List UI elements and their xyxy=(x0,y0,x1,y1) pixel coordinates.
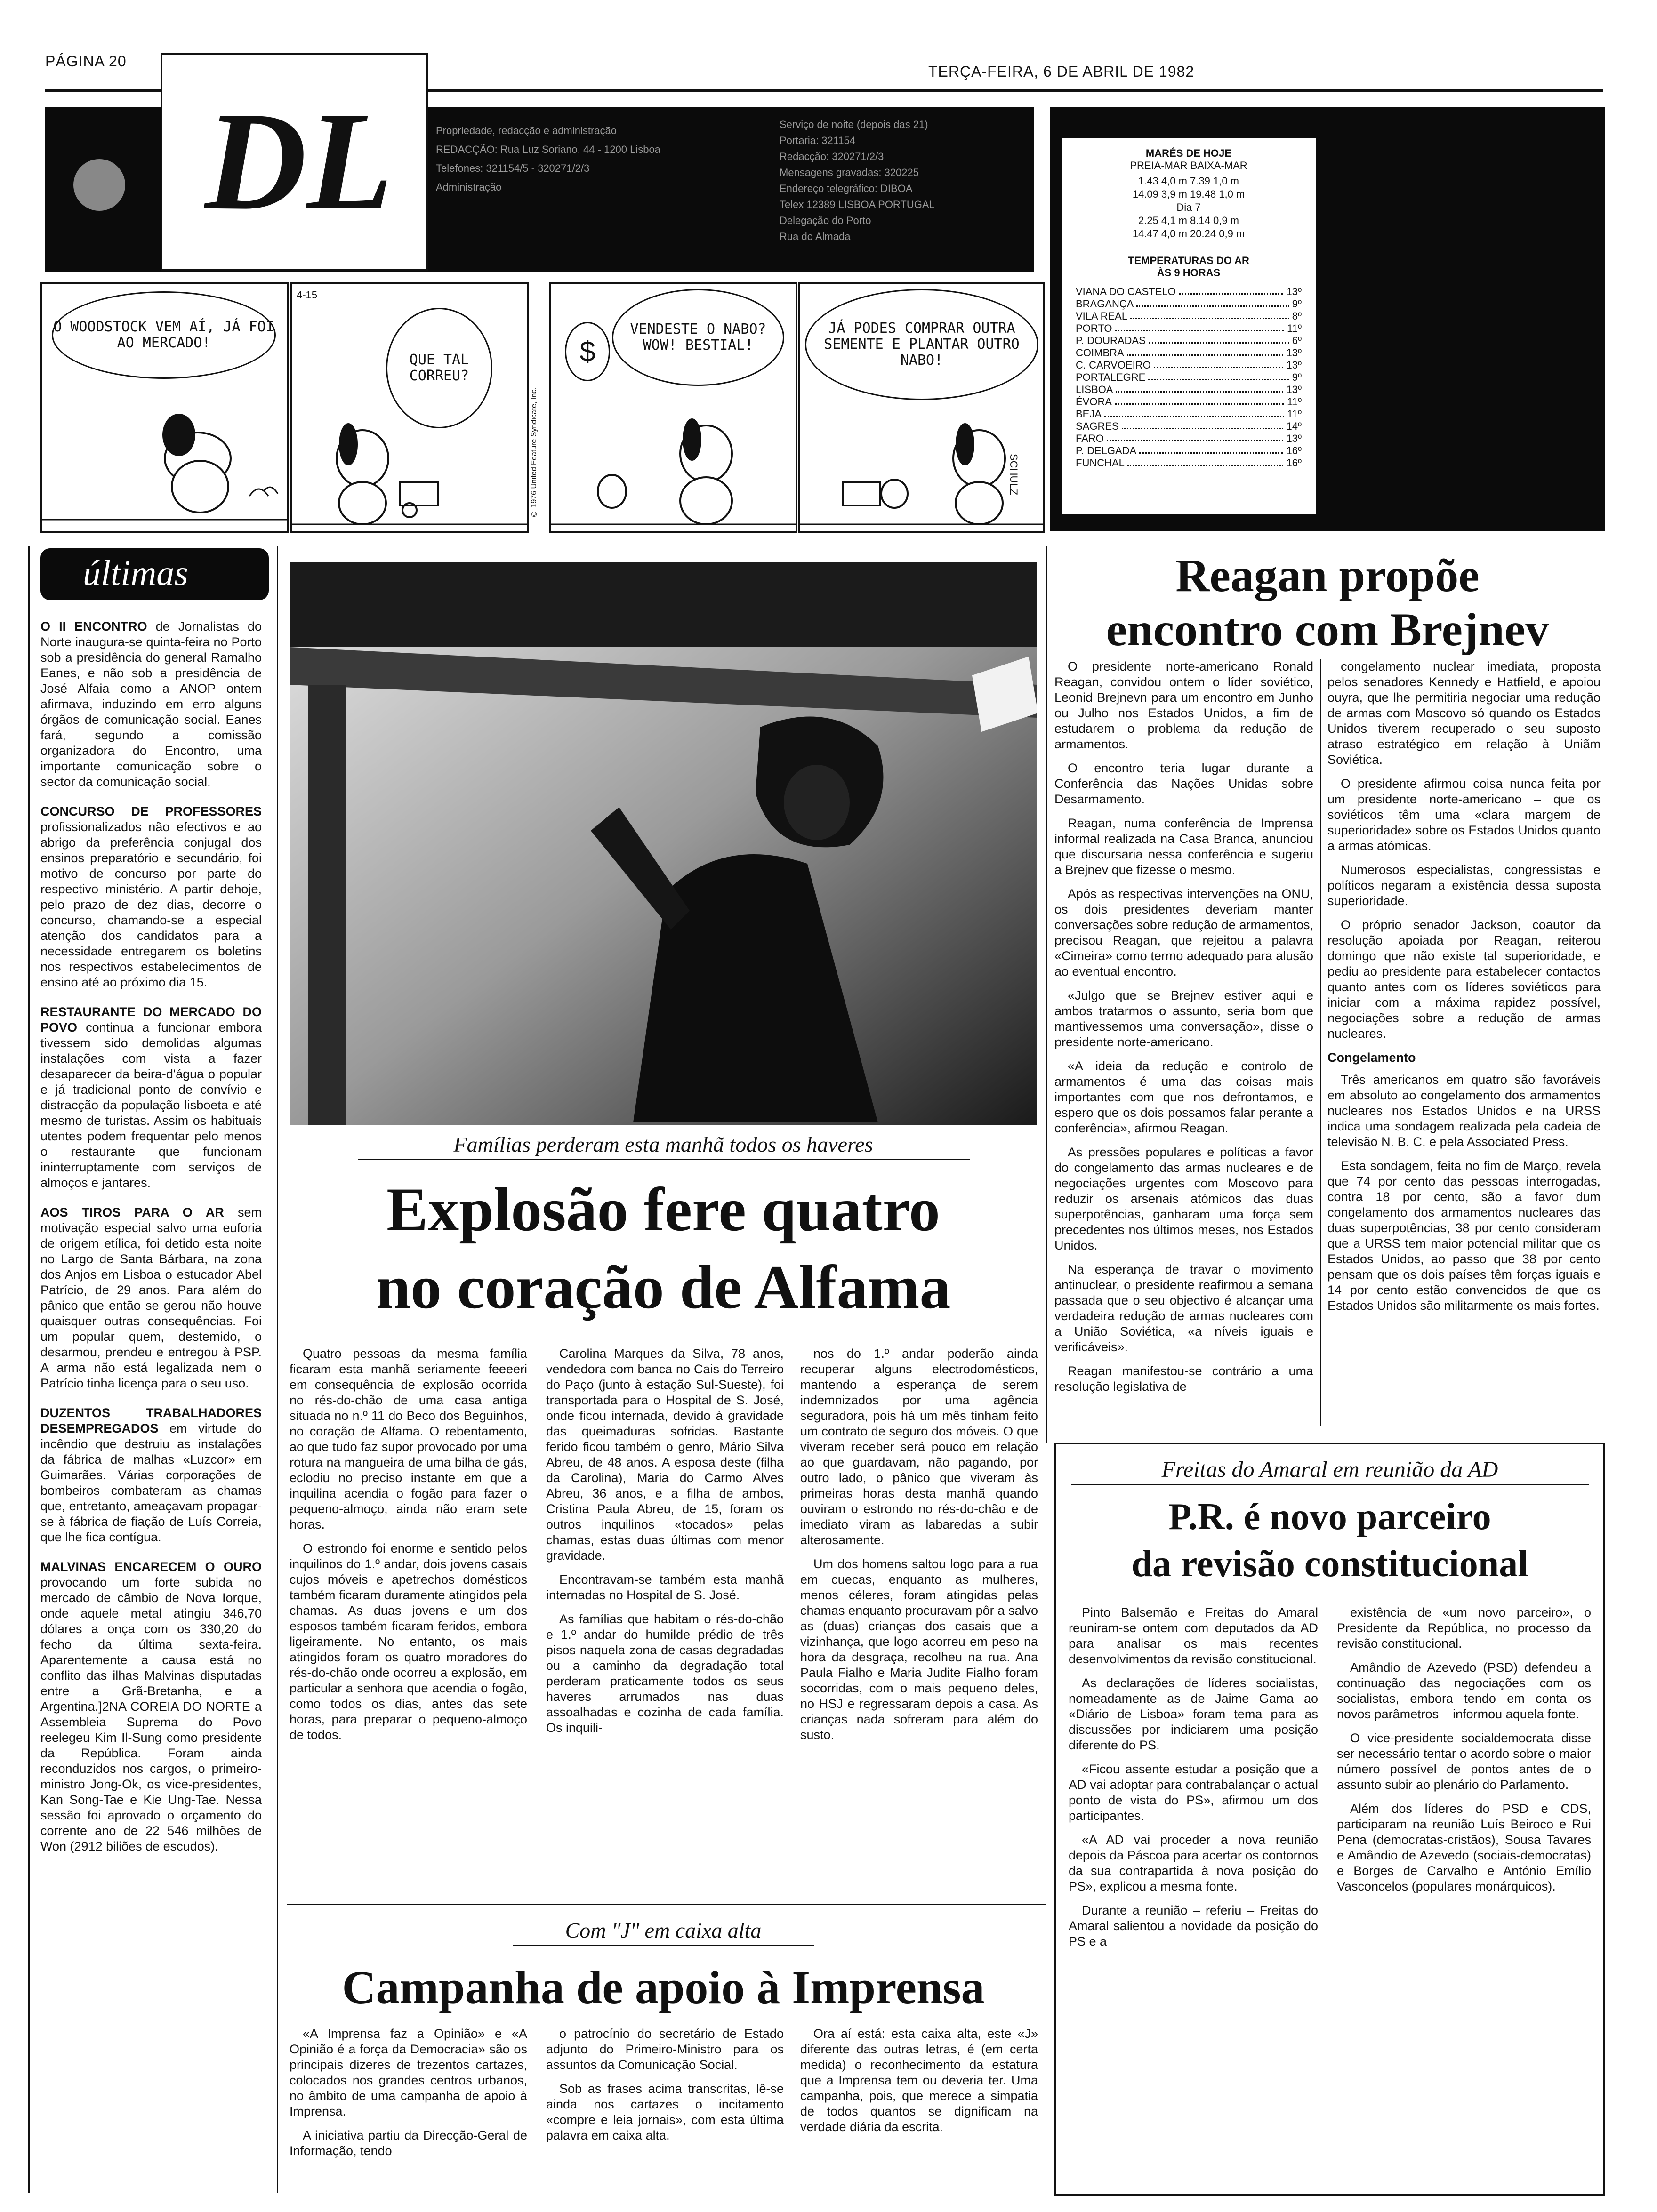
kicker-underline xyxy=(358,1159,970,1160)
article-paragraph: Encontravam-se também esta manhã internadas no Hospital de S. José. xyxy=(546,1572,784,1602)
article-paragraph: Durante a reunião – referiu – Freitas do Amaral salientou a novidade da posição do PS e a xyxy=(1069,1903,1318,1948)
weather-box xyxy=(1050,107,1605,531)
snoopy-icon xyxy=(551,402,796,529)
article-paragraph: Um dos homens saltou logo para a rua em cuecas, enquanto as mulheres, menos céleres, foram atingidas pelas chamas enquanto procuravam pôr a salvo as (duas) crianças dos casais que a vizinhança, que logo acorreu em peso na hora da desgraça, recolheu na rua. Ana Paula Fialho e Maria Judite Fialho foram socorridas, com o mais pequeno deles, no HSJ e regressaram depois a casa. As crianças nada sofreram para além do susto. xyxy=(800,1557,1038,1742)
comic-strip xyxy=(40,282,1041,537)
reagan-headline-1: Reagan propõe xyxy=(1175,549,1480,601)
freitas-headline-1: P.R. é novo parceiro xyxy=(1168,1496,1491,1538)
dot-leader xyxy=(1127,457,1284,466)
article-paragraph: As famílias que habitam o rés-do-chão e 1.º andar do humilde prédio de três pisos naquela zona de casas degradadas ou a caminho da degradação total perderam praticamente todos os seus haveres arrumados nas duas assoalhadas e cozinha de cada família. Os inquili- xyxy=(546,1612,784,1735)
dot-leader xyxy=(1149,335,1289,344)
tide-row: 2.25 4,1 m 8.14 0,9 m xyxy=(1138,215,1239,226)
dot-leader xyxy=(1115,396,1284,405)
ultimas-item-lead: DUZENTOS TRABALHADORES DESEMPREGADOS xyxy=(40,1406,262,1435)
explosion-col-1 xyxy=(290,1346,527,1751)
imprensa-col-2 xyxy=(546,2026,784,2152)
article-paragraph: Sob as frases acima transcritas, lê-se ainda nos cartazes o incitamento «compre e leia jornais», com esta última palavra em caixa alta. xyxy=(546,2082,784,2142)
ultimas-item-text: sem motivação especial salvo uma euforia de origem etílica, foi detido esta noite no Largo de Santa Bárbara, na zona dos Anjos em Lisboa o estucador Abel Patrício, de 29 anos. Para além do pânico que então se gerou não houve quaisquer outras consequências. Foi um popular quem, destemido, o desarmou, prendeu e entregou à PSP. A arma não está legalizada nem o Patrício tinha licença para o seu uso. xyxy=(40,1205,262,1390)
article-paragraph: O vice-presidente socialdemocrata disse ser necessário tentar o acordo sobre o maior número possível de pontos antes de o assunto subir ao plenário do Parlamento. xyxy=(1337,1731,1591,1792)
section-rule xyxy=(287,1904,1046,1905)
ultimas-banner xyxy=(40,548,269,600)
temp-row xyxy=(1076,396,1302,408)
reagan-subhead: Congelamento xyxy=(1327,1050,1416,1065)
temp-value: 11º xyxy=(1287,322,1302,334)
speech-bubble: JÁ PODES COMPRAR OUTRA SEMENTE E PLANTAR OUTRO NABO! xyxy=(805,289,1038,400)
temp-row xyxy=(1076,420,1302,433)
article-paragraph: Três americanos em quatro são favoráveis em absoluto ao congelamento dos armamentos nucleares nos Estados Unidos e na URSS indica uma sondagem realizada pela cadeia de televisão N. B. C. e pela Associated Press. xyxy=(1327,1073,1601,1149)
article-paragraph: As pressões populares e políticas a favor do congelamento das armas nucleares e de negociações urgentes com Moscovo para reduzir os arsenais atómicos das duas superpotências, ganharam uma força sem precedentes nos últimos meses, nos Estados Unidos. xyxy=(1054,1145,1313,1252)
ultimas-item-lead: RESTAURANTE DO MERCADO DO POVO xyxy=(40,1005,262,1034)
weather-panel xyxy=(1062,138,1316,514)
freitas-headline-2: da revisão constitucional xyxy=(1131,1543,1528,1585)
temp-city: P. DELGADA xyxy=(1076,445,1137,457)
dot-leader xyxy=(1104,408,1284,417)
explosion-kicker: Famílias perderam esta manhã todos os haveres xyxy=(453,1132,873,1156)
left-column-rule xyxy=(28,546,30,2193)
dot-leader xyxy=(1154,359,1284,368)
article-paragraph: «A AD vai proceder a nova reunião depois da Páscoa para acertar os contornos da sua contrapartida à nova posição do PS», explicou a mesma fonte. xyxy=(1069,1833,1318,1893)
masthead-line: REDACÇÃO: Rua Luz Soriano, 44 - 1200 Lisboa xyxy=(436,144,660,155)
imprensa-headline: Campanha de apoio à Imprensa xyxy=(342,1961,985,2013)
temp-row xyxy=(1076,445,1302,457)
explosion-col-2 xyxy=(546,1346,784,1744)
temp-city: SAGRES xyxy=(1076,420,1119,432)
temp-value: 6º xyxy=(1292,335,1302,346)
tides-title: MARÉS DE HOJE xyxy=(1145,147,1232,159)
speech-bubble: O WOODSTOCK VEM AÍ, JÁ FOI AO MERCADO! xyxy=(52,291,276,379)
temp-value: 14º xyxy=(1286,420,1302,432)
temp-city: BEJA xyxy=(1076,408,1102,420)
explosion-col-3 xyxy=(800,1346,1038,1751)
temp-city: FUNCHAL xyxy=(1076,457,1125,469)
dot-leader xyxy=(1139,445,1283,454)
ultimas-item xyxy=(40,619,262,790)
imprensa-kicker: Com "J" em caixa alta xyxy=(565,1918,762,1942)
temp-row xyxy=(1076,322,1302,335)
article-paragraph: congelamento nuclear imediata, proposta pelos senadores Kennedy e Hatfield, e apoiou ouyra, que lhe permitiria negociar uma redução de armas com Moscovo só quando os Estados Unidos tiverem recuperado o seu suposto atraso estratégico em relação à Uniãm Soviética. xyxy=(1327,659,1601,767)
temp-city: VILA REAL xyxy=(1076,310,1128,322)
temp-row xyxy=(1076,347,1302,359)
masthead-line: Propriedade, redacção e administração xyxy=(436,125,617,136)
temp-value: 11º xyxy=(1287,408,1302,420)
masthead-line: Administração xyxy=(436,181,502,193)
speech-bubble: VENDESTE O NABO? WOW! BESTIAL! xyxy=(612,289,784,386)
article-paragraph: O presidente afirmou coisa nunca feita por um presidente norte-americano – que os soviéticos têm uma «clara margem de superioridade» sobre os Estados Unidos quanto a armas atómicas. xyxy=(1327,777,1601,853)
snoopy-icon xyxy=(42,378,287,529)
temp-row xyxy=(1076,384,1302,396)
temp-city: BRAGANÇA xyxy=(1076,298,1134,310)
temp-row xyxy=(1076,298,1302,310)
ultimas-item-lead: MALVINAS ENCARECEM O OURO xyxy=(40,1560,262,1574)
ultimas-list xyxy=(40,619,262,1868)
dollar-thought-icon: $ xyxy=(565,322,610,381)
masthead-line: Portaria: 321154 xyxy=(780,135,856,146)
dot-leader xyxy=(1122,420,1284,429)
reagan-headline-2: encontro com Brejnev xyxy=(1106,603,1549,656)
article-paragraph: Após as respectivas intervenções na ONU, os dois presidentes deveriam manter conversações sobre redução de armamentos, precisou Reagan, que rejeitou a palavra «Cimeira» como termo adequado para alusão ao eventual encontro. xyxy=(1054,887,1313,978)
temp-row xyxy=(1076,310,1302,322)
explosion-headline-1: Explosão fere quatro xyxy=(386,1175,940,1244)
dot-leader xyxy=(1136,298,1289,307)
dot-leader xyxy=(1116,384,1283,393)
reagan-col-1 xyxy=(1054,659,1313,1403)
explosion-headline-2: no coração de Alfama xyxy=(376,1252,951,1322)
temp-value: 13º xyxy=(1286,286,1302,297)
article-paragraph: «Julgo que se Brejnev estiver aqui e ambos tratarmos o assunto, seria bom que mantivessemos uma conversação», disse o presidente norte-americano. xyxy=(1054,988,1313,1049)
comic-signature: SCHULZ xyxy=(1008,454,1020,496)
tide-row: Dia 7 xyxy=(1176,201,1201,213)
temps-table xyxy=(1076,286,1302,469)
masthead-box xyxy=(45,83,1034,272)
ultimas-title: últimas xyxy=(83,553,188,593)
temp-city: C. CARVOEIRO xyxy=(1076,359,1151,371)
firefighter-photo xyxy=(290,562,1037,1125)
temp-row xyxy=(1076,371,1302,384)
article-paragraph: O presidente norte-americano Ronald Reagan, convidou ontem o líder soviético, Leonid Brejnevn para um encontro em Junho ou Julho nos Estados Unidos, a fim de estudarem o problema da redução de armamentos. xyxy=(1054,659,1313,751)
dot-leader xyxy=(1107,433,1284,441)
temp-value: 13º xyxy=(1286,384,1302,395)
article-paragraph: «A ideia da redução e controlo de armamentos é uma das coisas mais importantes com que nos defrontamos, e espero que os dois possamos falar perante a conferência», afirmou Reagan. xyxy=(1054,1059,1313,1135)
temp-city: LISBOA xyxy=(1076,384,1113,395)
masthead-line: Serviço de noite (depois das 21) xyxy=(780,119,928,130)
ultimas-item-lead: CONCURSO DE PROFESSORES xyxy=(40,804,262,818)
snoopy-icon xyxy=(800,402,1043,529)
article-paragraph: Na esperança de travar o movimento antinuclear, o presidente reafirmou a semana passada que o seu objectivo é alcançar uma verdadeira redução de armas nucleares com a União Soviética, «a níveis iguais e verificáveis». xyxy=(1054,1262,1313,1354)
kicker-underline xyxy=(1071,1484,1589,1485)
page-number: PÁGINA 20 xyxy=(45,53,127,70)
temp-value: 16º xyxy=(1286,457,1302,469)
article-paragraph: A iniciativa partiu da Direcção-Geral de Informação, tendo xyxy=(290,2128,527,2158)
article-paragraph: O encontro teria lugar durante a Conferência das Nações Unidas sobre Desarmamento. xyxy=(1054,761,1313,806)
logo-box xyxy=(161,53,428,271)
article-paragraph: Pinto Balsemão e Freitas do Amaral reuniram-se ontem com deputados da AD para analisar os mais recentes desenvolvimentos da revisão constitucional. xyxy=(1069,1605,1318,1666)
temp-value: 11º xyxy=(1287,396,1302,408)
temp-value: 9º xyxy=(1292,298,1302,310)
dl-logo: DL xyxy=(205,83,393,239)
temp-row xyxy=(1076,286,1302,298)
masthead-line: Delegação do Porto xyxy=(780,215,871,226)
temp-row xyxy=(1076,457,1302,469)
article-paragraph: nos do 1.º andar poderão ainda recuperar alguns electrodomésticos, mantendo a esperança de serem indemnizados por uma agência seguradora, pois há um mês tinham feito um contrato de seguro dos móveis. O que viveram receber será pouco em relação ao que guardavam, não pagando, por outro lado, o pânico que viveram às primeiras horas desta manhã quando ouviram o estrondo no rés-do-chão e de imediato viram as labaredas a subir alterosamente. xyxy=(800,1346,1038,1547)
masthead-line: Mensagens gravadas: 320225 xyxy=(780,167,919,178)
ultimas-item-text: continua a funcionar embora tivessem sido demolidas algumas instalações com vista a fazer desaparecer da beira-d'água o popular e já tradicional ponto de convívio e distracção da população lisboeta e até mesmo de turistas. Assim os habituais utentes podem frequentar pelo menos o restaurante que funcionam ininterruptamente com serviços de almoços e jantares. xyxy=(40,1020,262,1190)
dot-leader xyxy=(1130,310,1289,319)
temp-city: VIANA DO CASTELO xyxy=(1076,286,1176,297)
tides-sub: PREIA-MAR BAIXA-MAR xyxy=(1130,160,1247,171)
temp-city: COIMBRA xyxy=(1076,347,1124,359)
article-paragraph: Carolina Marques da Silva, 78 anos, vendedora com banca no Cais do Terreiro do Paço (junto à estação Sul-Sueste), foi transportada para o Hospital de S. José, onde ficou internada, devido à gravidade das queimaduras sofridas. Bastante ferido ficou também o genro, Mário Silva Abreu, de 48 anos. A esposa deste (filha da Carolina), Maria do Carmo Alves Abreu, 36 anos, e a filha de ambos, Cristina Paula Abreu, de 15, foram os outros inquilinos «tocados» pelas chamas, estas duas últimas com menor gravidade. xyxy=(546,1346,784,1563)
temp-city: FARO xyxy=(1076,433,1104,444)
temp-row xyxy=(1076,335,1302,347)
masthead-line: Endereço telegráfico: DIBOA xyxy=(780,183,913,194)
temp-row xyxy=(1076,433,1302,445)
temps-sub: ÀS 9 HORAS xyxy=(1157,267,1221,279)
masthead-line: Redacção: 320271/2/3 xyxy=(780,151,884,162)
ultimas-item-text: profissionalizados não efectivos e ao abrigo da preferência conjugal dos ensinos preparatório e secundário, foi motivo de concurso por parte do respectivo ministério. A partir dehoje, pelo prazo de dez dias, decorre o concurso, chamando-se a especial atenção dos candidatos para a necessidade entregarem os boletins nos respectivos estabelecimentos de ensino até ao próximo dia 15. xyxy=(40,820,262,989)
article-paragraph: o patrocínio do secretário de Estado adjunto do Primeiro-Ministro para os assuntos da Comunicação Social. xyxy=(546,2027,784,2072)
temp-value: 16º xyxy=(1286,445,1302,457)
article-paragraph: Amândio de Azevedo (PSD) defendeu a continuação das negociações com os socialistas, embora tendo em conta os novos parâmetros – informou aquela fonte. xyxy=(1337,1660,1591,1721)
comic-copyright: © 1976 United Feature Syndicate, Inc. xyxy=(530,387,538,518)
dot-leader xyxy=(1115,322,1284,331)
article-paragraph: Além dos líderes do PSD e CDS, participaram na reunião Luís Beiroco e Rui Pena (democratas-cristãos), Sousa Tavares e Amândio de Azevedo (sociais-democratas) e Borges de Carvalho e António Emílio Vasconcelos (populares monárquicos). xyxy=(1337,1802,1591,1893)
article-paragraph: Quatro pessoas da mesma família ficaram esta manhã seriamente feeeeri em consequência de explosão ocorrida no rés-do-chão de uma casa antiga situada no n.º 11 do Beco dos Beguinhos, no coração de Alfama. O rebentamento, ao que tudo faz supor provocado por uma rotura na mangueira de uma bilha de gás, eclodiu no preciso instante em que a inquilina acendia o fogão para fazer o pequeno-almoço, ainda não eram sete horas. xyxy=(290,1346,527,1531)
comic-panel-3 xyxy=(549,282,797,533)
freitas-col-2 xyxy=(1337,1605,1591,1903)
ultimas-item-lead: AOS TIROS PARA O AR xyxy=(40,1205,224,1219)
tides-table xyxy=(1076,175,1302,240)
tide-row: 1.43 4,0 m 7.39 1,0 m xyxy=(1138,175,1239,187)
tide-row: 14.47 4,0 m 20.24 0,9 m xyxy=(1132,228,1245,240)
ultimas-item-lead: O II ENCONTRO xyxy=(40,619,147,633)
comic-date: 4-15 xyxy=(297,289,318,301)
article-paragraph: Ora aí está: esta caixa alta, este «J» diferente das outras letras, é (em certa medida) o reconhecimento da estatura que a Imprensa tem ou deveria ter. Uma campanha, pois, que merece a simpatia de todos quantos se dignificam na verdade diária da escrita. xyxy=(800,2027,1038,2134)
freitas-col-1 xyxy=(1069,1605,1318,1958)
ultimas-item xyxy=(40,1405,262,1545)
dot-leader xyxy=(1179,286,1284,295)
temp-row xyxy=(1076,359,1302,371)
temp-value: 13º xyxy=(1286,347,1302,359)
article-paragraph: Esta sondagem, feita no fim de Março, revela que 74 por cento das pessoas interrogadas, contra 18 por cento, são a favor dum congelamento dos armamentos nucleares das duas superpotências, 38 por cento consideram que a URSS tem maior potencial militar que os Estados Unidos, ao passo que 38 por cento pensam que os dois países têm forças iguais e 14 por cento estão convencidos de que os Estados Unidos são militarmente os mais fortes. xyxy=(1327,1159,1601,1313)
article-paragraph: Reagan, numa conferência de Imprensa informal realizada na Casa Branca, anunciou que discursaria nessa conferência e sugeriu a Brejnev que fizesse o mesmo. xyxy=(1054,816,1313,877)
column-divider xyxy=(1320,659,1321,1426)
column-divider xyxy=(1046,546,1047,1443)
temp-value: 9º xyxy=(1292,371,1302,383)
temp-value: 13º xyxy=(1286,359,1302,371)
speech-bubble: QUE TAL CORREU? xyxy=(386,308,492,428)
masthead-left xyxy=(436,121,761,197)
temp-value: 8º xyxy=(1292,310,1302,322)
temp-city: PORTALEGRE xyxy=(1076,371,1146,383)
article-paragraph: existência de «um novo parceiro», o Presidente da República, no processo da revisão constitucional. xyxy=(1337,1605,1591,1651)
temp-city: P. DOURADAS xyxy=(1076,335,1146,346)
masthead-right xyxy=(780,117,1024,245)
crest-icon xyxy=(73,159,125,211)
article-paragraph: «Ficou assente estudar a posição que a AD vai adoptar para contrabalançar o actual ponto de vista do PS», afirmou um dos participantes. xyxy=(1069,1762,1318,1823)
dot-leader xyxy=(1148,371,1289,380)
imprensa-col-3 xyxy=(800,2026,1038,2143)
ultimas-item xyxy=(40,1004,262,1191)
page-date: TERÇA-FEIRA, 6 DE ABRIL DE 1982 xyxy=(928,63,1195,80)
masthead-line: Telefones: 321154/5 - 320271/2/3 xyxy=(436,162,590,174)
comic-panel-1 xyxy=(40,282,289,533)
masthead-line: Rua do Almada xyxy=(780,231,851,242)
imprensa-col-1 xyxy=(290,2026,527,2167)
reagan-col-2 xyxy=(1327,659,1601,1322)
comic-panel-4 xyxy=(798,282,1045,533)
freitas-kicker: Freitas do Amaral em reunião da AD xyxy=(1161,1457,1498,1482)
article-paragraph: As declarações de líderes socialistas, nomeadamente as de Jaime Gama ao «Diário de Lisboa» foram tema para as discussões por indiciarem uma posição diferente do PS. xyxy=(1069,1676,1318,1752)
dot-leader xyxy=(1127,347,1284,356)
article-paragraph: «A Imprensa faz a Opinião» e «A Opinião é a força da Democracia» são os principais dizeres de trezentos cartazes, colocados nos grandes centros urbanos, no âmbito de uma campanha de apoio à Imprensa. xyxy=(290,2027,527,2118)
temp-row xyxy=(1076,408,1302,420)
comic-panel-2 xyxy=(290,282,529,533)
temp-city: ÉVORA xyxy=(1076,396,1112,408)
article-paragraph: Reagan manifestou-se contrário a uma resolução legislativa de xyxy=(1054,1364,1313,1394)
article-paragraph: O estrondo foi enorme e sentido pelos inquilinos do 1.º andar, dois jovens casais cujos móveis e apetrechos domésticos também ficaram duramente atingidos pela chamas. As duas jovens e um dos esposos também ficaram feridos, embora ligeiramente. No entanto, os mais atingidos foram os quatro moradores do rés-do-chão onde ocorreu a explosão, em particular a senhora que acendia o fogão, como todos os dias, antes das sete horas, para preparar o pequeno-almoço de todos. xyxy=(290,1541,527,1742)
ultimas-item-text: provocando um forte subida no mercado de câmbio de Nova Iorque, onde aquele metal atingiu 346,70 dólares a onça com os 330,20 do fecho da última sexta-feira. Aparentemente a causa está no conflito das ilhas Malvinas disputadas entre a Grã-Bretanha, e a Argentina.]2NA COREIA DO NORTE a Assembleia Suprema do Povo reelegeu Kim Il-Sung como presidente da República. Foram ainda reconduzidos nos cargos, o primeiro-ministro Jong-Ok, os vice-presidentes, Kan Song-Tae e Kie Ung-Tae. Nessa sessão foi aprovado o orçamento do corrente ano de 22 546 milhões de Won (2912 biliões de escudos). xyxy=(40,1575,262,1853)
temp-city: PORTO xyxy=(1076,322,1112,334)
ultimas-item xyxy=(40,804,262,990)
temp-value: 13º xyxy=(1286,433,1302,444)
ultimas-item-text: em virtude do incêndio que destruiu as instalações da fábrica de malhas «Luzcor» em Guimarães. Várias corporações de bombeiros combateram as chamas que, entretanto, ameaçavam propagar-se à fábrica de fiação de Luís Correia, que lhe fica contígua. xyxy=(40,1421,262,1544)
column-divider xyxy=(277,546,278,2193)
kicker-underline xyxy=(513,1945,814,1946)
temps-title: TEMPERATURAS DO AR xyxy=(1128,255,1249,266)
ultimas-item xyxy=(40,1205,262,1391)
snoopy-icon xyxy=(292,402,527,529)
ultimas-item-text: de Jornalistas do Norte inaugura-se quinta-feira no Porto sob a presidência do general Ramalho Eanes, e não sob a presidência de José Alfaia como a ANOP ontem afirmava, induzindo em erro alguns órgãos de comunicação social. Eanes fará, segundo a comissão organizadora do Encontro, uma importante comunicação sobre o sector da comunicação social. xyxy=(40,619,262,789)
article-paragraph: O próprio senador Jackson, coautor da resolução apoiada por Reagan, reiterou domingo que não existe tal superioridade, e pediu ao presidente para estabelecer contactos quanto antes com os líderes soviéticos para iniciar com a máxima rapidez possível, negociações sobre a redução de armas nucleares. xyxy=(1327,918,1601,1041)
article-paragraph: Numerosos especialistas, congressistas e políticos negaram a existência dessa suposta superioridade. xyxy=(1327,863,1601,908)
masthead-line: Telex 12389 LISBOA PORTUGAL xyxy=(780,199,935,210)
tide-row: 14.09 3,9 m 19.48 1,0 m xyxy=(1132,188,1245,200)
ultimas-item xyxy=(40,1559,262,1854)
